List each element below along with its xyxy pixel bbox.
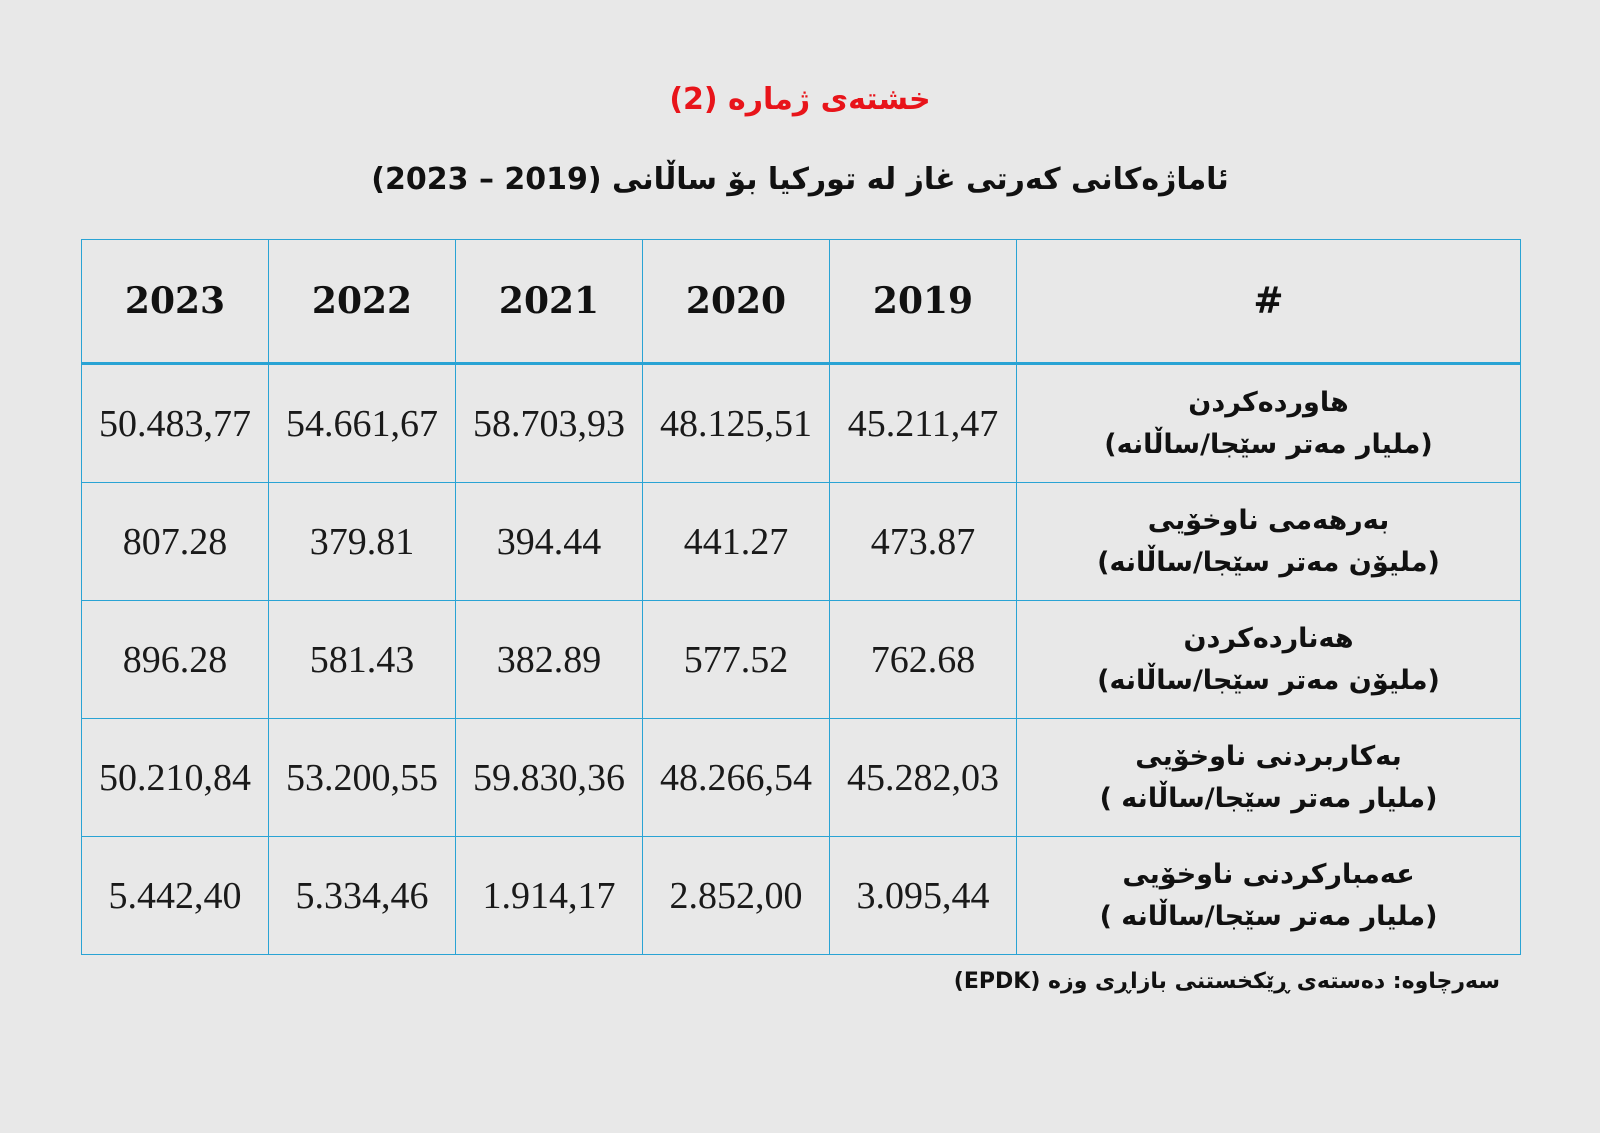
row-label-cell	[1017, 601, 1521, 719]
value-cell: 45.211,47	[830, 364, 1017, 483]
value-cell: 473.87	[830, 483, 1017, 601]
row-label: عەمبارکردنی ناوخۆیی	[1122, 858, 1415, 890]
header-year-2021: 2021	[456, 240, 643, 364]
value-cell: 896.28	[82, 601, 269, 719]
value-cell: 807.28	[82, 483, 269, 601]
table-number-heading: خشتەی ژمارە (2)	[669, 82, 931, 117]
value-cell: 762.68	[830, 601, 1017, 719]
value-cell: 1.914,17	[456, 837, 643, 955]
header-year-2019: 2019	[830, 240, 1017, 364]
row-unit: (ملیۆن مەتر سێجا/ساڵانە)	[1097, 546, 1440, 578]
row-unit: (ملیار مەتر سێجا/ساڵانە )	[1099, 900, 1438, 932]
value-cell: 2.852,00	[643, 837, 830, 955]
table-header-row	[82, 240, 1521, 364]
row-label: بەکاربردنی ناوخۆیی	[1135, 740, 1402, 772]
row-unit: (ملیار مەتر سێجا/ساڵانە)	[1104, 428, 1433, 460]
row-unit: (ملیار مەتر سێجا/ساڵانە )	[1099, 782, 1438, 814]
value-cell: 577.52	[643, 601, 830, 719]
value-cell: 3.095,44	[830, 837, 1017, 955]
table-row-imports	[82, 364, 1521, 483]
value-cell: 379.81	[269, 483, 456, 601]
value-cell: 50.210,84	[82, 719, 269, 837]
value-cell: 50.483,77	[82, 364, 269, 483]
header-year-2023: 2023	[82, 240, 269, 364]
table-row-domestic-storage	[82, 837, 1521, 955]
table-row-domestic-consumption	[82, 719, 1521, 837]
value-cell: 58.703,93	[456, 364, 643, 483]
row-label-cell	[1017, 719, 1521, 837]
value-cell: 581.43	[269, 601, 456, 719]
table-title: ئاماژەکانی کەرتی غاز لە تورکیا بۆ ساڵانی (2019 – 2023)	[371, 162, 1229, 197]
header-year-2020: 2020	[643, 240, 830, 364]
value-cell: 5.442,40	[82, 837, 269, 955]
gas-sector-table	[81, 239, 1521, 955]
value-cell: 48.266,54	[643, 719, 830, 837]
row-label: هەناردەکردن	[1183, 622, 1354, 654]
row-label-cell	[1017, 364, 1521, 483]
row-label-cell	[1017, 483, 1521, 601]
value-cell: 54.661,67	[269, 364, 456, 483]
row-unit: (ملیۆن مەتر سێجا/ساڵانە)	[1097, 664, 1440, 696]
value-cell: 53.200,55	[269, 719, 456, 837]
value-cell: 5.334,46	[269, 837, 456, 955]
source-note: سەرچاوە: دەستەی ڕێکخستنی بازاڕی وزە (EPDK)	[953, 969, 1500, 994]
header-year-2022: 2022	[269, 240, 456, 364]
value-cell: 59.830,36	[456, 719, 643, 837]
value-cell: 441.27	[643, 483, 830, 601]
value-cell: 45.282,03	[830, 719, 1017, 837]
row-label: بەرهەمی ناوخۆیی	[1147, 504, 1390, 536]
table-row-exports	[82, 601, 1521, 719]
value-cell: 48.125,51	[643, 364, 830, 483]
row-label-cell	[1017, 837, 1521, 955]
header-label-cell: #	[1017, 240, 1521, 364]
value-cell: 394.44	[456, 483, 643, 601]
row-label: هاوردەکردن	[1188, 386, 1349, 418]
value-cell: 382.89	[456, 601, 643, 719]
table-row-domestic-production	[82, 483, 1521, 601]
